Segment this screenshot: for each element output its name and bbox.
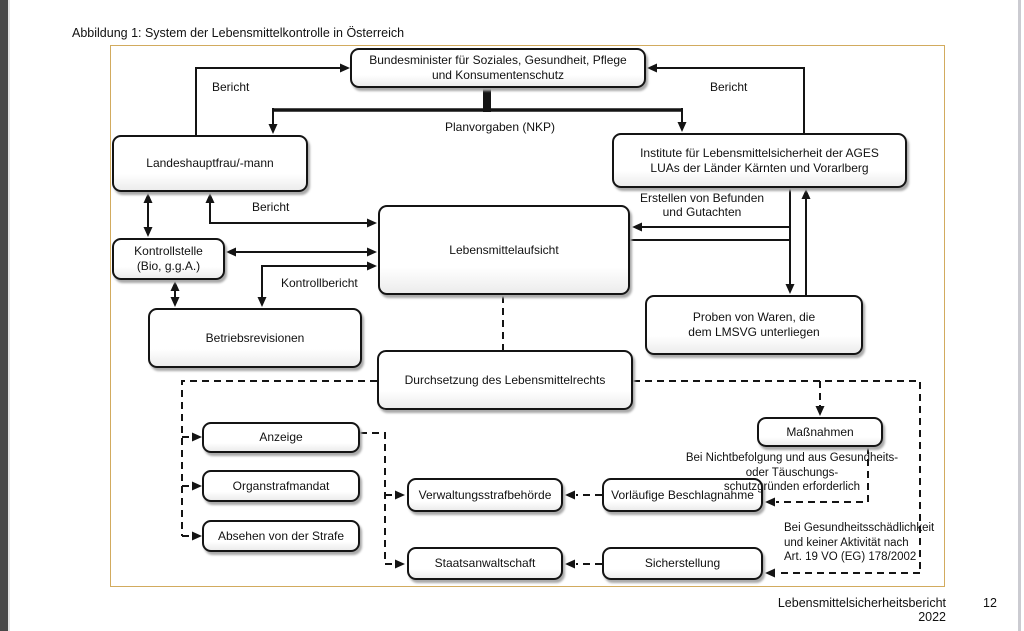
edge-label-kontrollbericht: Kontrollbericht [281, 276, 358, 290]
note-gesundheitsschaedlichkeit: Bei Gesundheitsschädlichkeit und keiner Aktivität nach Art. 19 VO (EG) 178/2002 [784, 522, 935, 564]
edge-label-bericht-left: Bericht [212, 80, 250, 94]
footer-report-title: Lebensmittelsicherheitsbericht 2022 [777, 596, 946, 624]
node-lebensmittelaufsicht: Lebensmittelaufsicht [378, 205, 630, 295]
edge-label-bericht-right: Bericht [710, 80, 748, 94]
node-institute: Institute für Lebensmittelsicherheit der AGES LUAs der Länder Kärnten und Vorarlberg [612, 133, 907, 188]
node-betriebsrevisionen: Betriebsrevisionen [148, 308, 362, 368]
node-landeshauptfrau: Landeshauptfrau/-mann [112, 135, 308, 192]
note-nichtbefolgung: Bei Nichtbefolgung und aus Gesundheits- oder Täuschungs- schutzgründen erforderlich [685, 452, 899, 494]
edge-label-bericht-mid: Bericht [252, 200, 290, 214]
node-vorlaeufige-beschlagnahme: Vorläufige Beschlagnahme [602, 478, 763, 512]
node-proben: Proben von Waren, die dem LMSVG unterliegen [645, 295, 863, 355]
node-verwaltungsstrafbehoerde: Verwaltungsstrafbehörde [407, 478, 563, 512]
node-massnahmen: Maßnahmen [757, 417, 883, 447]
node-absehen-von-der-strafe: Absehen von der Strafe [202, 520, 360, 552]
node-anzeige: Anzeige [202, 422, 360, 453]
node-kontrollstelle: Kontrollstelle (Bio, g.g.A.) [112, 238, 225, 280]
node-sicherstellung: Sicherstellung [602, 547, 763, 580]
footer-page-number: 12 [983, 596, 997, 610]
edge-label-planvorgaben: Planvorgaben (NKP) [444, 120, 556, 134]
node-staatsanwaltschaft: Staatsanwaltschaft [407, 547, 563, 580]
node-bundesminister: Bundesminister für Soziales, Gesundheit, Pflege und Konsumentenschutz [350, 48, 646, 88]
node-durchsetzung: Durchsetzung des Lebensmittelrechts [377, 350, 633, 410]
edge-label-erstellen-befunde: Erstellen von Befunden und Gutachten [639, 191, 765, 219]
figure-caption: Abbildung 1: System der Lebensmittelkontrolle in Österreich [72, 26, 405, 40]
node-organstrafmandat: Organstrafmandat [202, 470, 360, 502]
